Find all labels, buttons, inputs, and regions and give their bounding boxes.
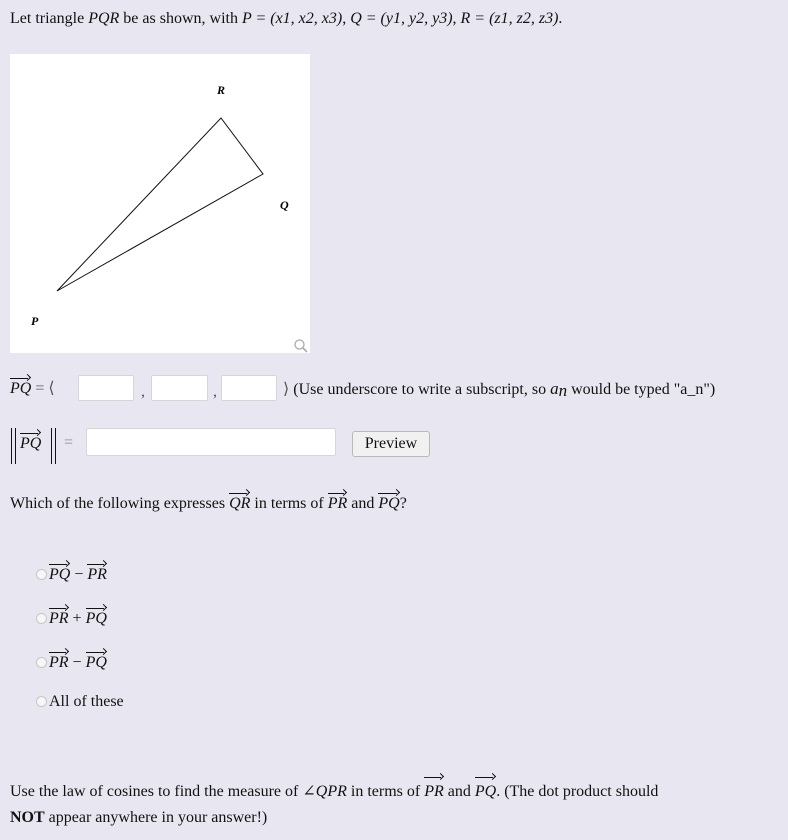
pq-comma-2: , (213, 383, 217, 400)
intro-text: Let triangle PQR be as shown, with P = (x1, x2, x3), Q = (y1, y2, y3), R = (z1, z2, z3). (10, 10, 563, 27)
label-r: R (217, 83, 226, 97)
triangle-name: PQR (88, 10, 120, 27)
pq-hint: ⟩ (Use underscore to write a subscript, so an would be typed "a_n") (283, 379, 716, 400)
norm-input[interactable] (86, 428, 336, 456)
question-1-text: Which of the following expresses QR in terms of PR and PQ? (10, 495, 407, 512)
triangle-graph (10, 54, 310, 353)
pq-component-3-input[interactable] (221, 375, 277, 401)
option-1[interactable]: PQ − PR (36, 564, 107, 584)
label-p: P (31, 314, 39, 328)
preview-button[interactable]: Preview (352, 431, 430, 457)
option-2-radio[interactable] (36, 613, 47, 624)
magnifier-icon[interactable] (293, 338, 309, 354)
pq-comma-1: , (141, 383, 145, 400)
norm-bar-right-2 (55, 428, 56, 464)
norm-equals: = (64, 434, 74, 451)
option-4-radio[interactable] (36, 696, 47, 707)
norm-bar-left-2 (15, 428, 16, 464)
pq-vector-label: PQ = ⟨ (10, 380, 55, 397)
option-3[interactable]: PR − PQ (36, 652, 107, 672)
option-3-radio[interactable] (36, 657, 47, 668)
option-1-radio[interactable] (36, 569, 47, 580)
triangle-shape (57, 118, 263, 291)
option-2[interactable]: PR + PQ (36, 608, 107, 628)
pq-component-2-input[interactable] (151, 375, 208, 401)
pq-component-1-input[interactable] (78, 375, 134, 401)
point-p-coords: P = (x1, x2, x3) (241, 10, 343, 27)
triangle-figure (10, 54, 310, 353)
option-4[interactable]: All of these (36, 693, 124, 711)
norm-bar-right-1 (51, 428, 52, 464)
point-q-coords: Q = (y1, y2, y3) (350, 10, 453, 27)
norm-bar-left-1 (11, 428, 12, 464)
point-r-coords: R = (z1, z2, z3) (460, 10, 559, 27)
norm-vector-label: PQ (20, 435, 42, 452)
question-2-text: Use the law of cosines to find the measure of ∠QPR in terms of PR and PQ. (The dot product should NOT appear anywhere in your answer!) (10, 777, 780, 831)
label-q: Q (280, 198, 289, 212)
